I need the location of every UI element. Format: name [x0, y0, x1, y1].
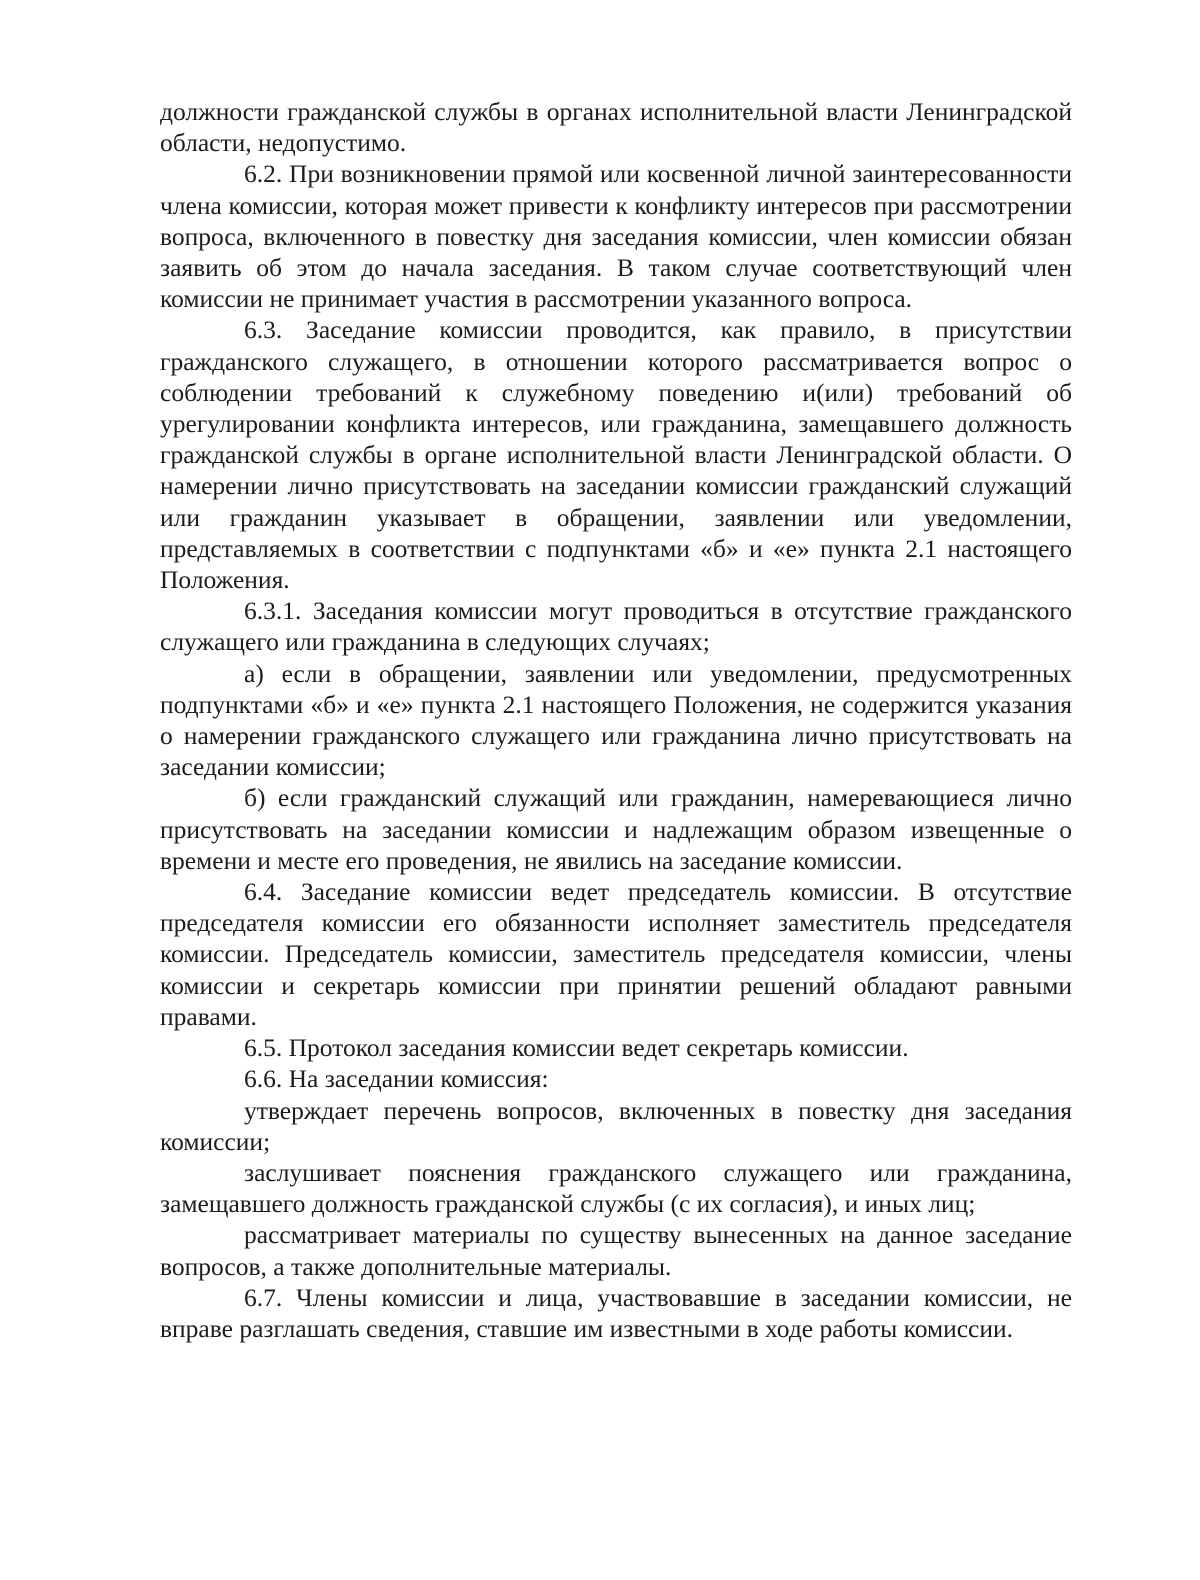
paragraph-6-4: 6.4. Заседание комиссии ведет председатель комиссии. В отсутствие председателя комиссии его обязанности исполняет заместитель председателя комиссии. Председатель комиссии, заместитель председателя комиссии, члены комиссии и секретарь комиссии при принятии решений обладают равными правами.: [160, 877, 1072, 1031]
paragraph-6-2: 6.2. При возникновении прямой или косвенной личной заинтересованности члена комиссии, которая может привести к конфликту интересов при рассмотрении вопроса, включенного в повестку дня заседания комиссии, член комиссии обязан заявить об этом до начала заседания. В таком случае соответствующий член комиссии не принимает участия в рассмотрении указанного вопроса.: [160, 159, 1072, 314]
paragraph-6-3: 6.3. Заседание комиссии проводится, как правило, в присутствии гражданского служащего, в отношении которого рассматривается вопрос о соблюдении требований к служебному поведению и(или) требований об урегулировании конфликта интересов, или гражданина, замещавшего должность гражданской службы в органе исполнительной власти Ленинградской области. О намерении лично присутствовать на заседании комиссии гражданский служащий или гражданин указывает в обращении, заявлении или уведомлении, представляемых в соответствии с подпунктами «б» и «е» пункта 2.1 настоящего Положения.: [160, 315, 1072, 595]
paragraph-6-6-item-2: заслушивает пояснения гражданского служащего или гражданина, замещавшего должность гражданской службы (с их согласия), и иных лиц;: [160, 1157, 1072, 1219]
paragraph-6-5: 6.5. Протокол заседания комиссии ведет секретарь комиссии.: [244, 1033, 909, 1063]
paragraph-6-6-item-1: утверждает перечень вопросов, включенных в повестку дня заседания комиссии;: [160, 1095, 1072, 1156]
paragraph-item-a: а) если в обращении, заявлении или уведомлении, предусмотренных подпунктами «б» и «е» пункта 2.1 настоящего Положения, не содержится указания о намерении гражданского служащего или гражданина лично присутствовать на заседании комиссии;: [160, 658, 1072, 782]
document-body: [160, 96, 1072, 1344]
paragraph-6-6-item-3: рассматривает материалы по существу вынесенных на данное заседание вопросов, а также дополнительные материалы.: [160, 1220, 1072, 1281]
paragraph-continuation: должности гражданской службы в органах исполнительной власти Ленинградской области, недопустимо.: [160, 97, 1072, 158]
paragraph-6-3-1: 6.3.1. Заседания комиссии могут проводиться в отсутствие гражданского служащего или гражданина в следующих случаях;: [160, 596, 1072, 657]
paragraph-6-6: 6.6. На заседании комиссия:: [244, 1064, 549, 1094]
paragraph-item-b: б) если гражданский служащий или гражданин, намеревающиеся лично присутствовать на заседании комиссии и надлежащим образом извещенные о времени и месте его проведения, не явились на заседание комиссии.: [160, 783, 1072, 875]
paragraph-6-7: 6.7. Члены комиссии и лица, участвовавшие в заседании комиссии, не вправе разглашать сведения, ставшие им известными в ходе работы комиссии.: [160, 1282, 1072, 1343]
